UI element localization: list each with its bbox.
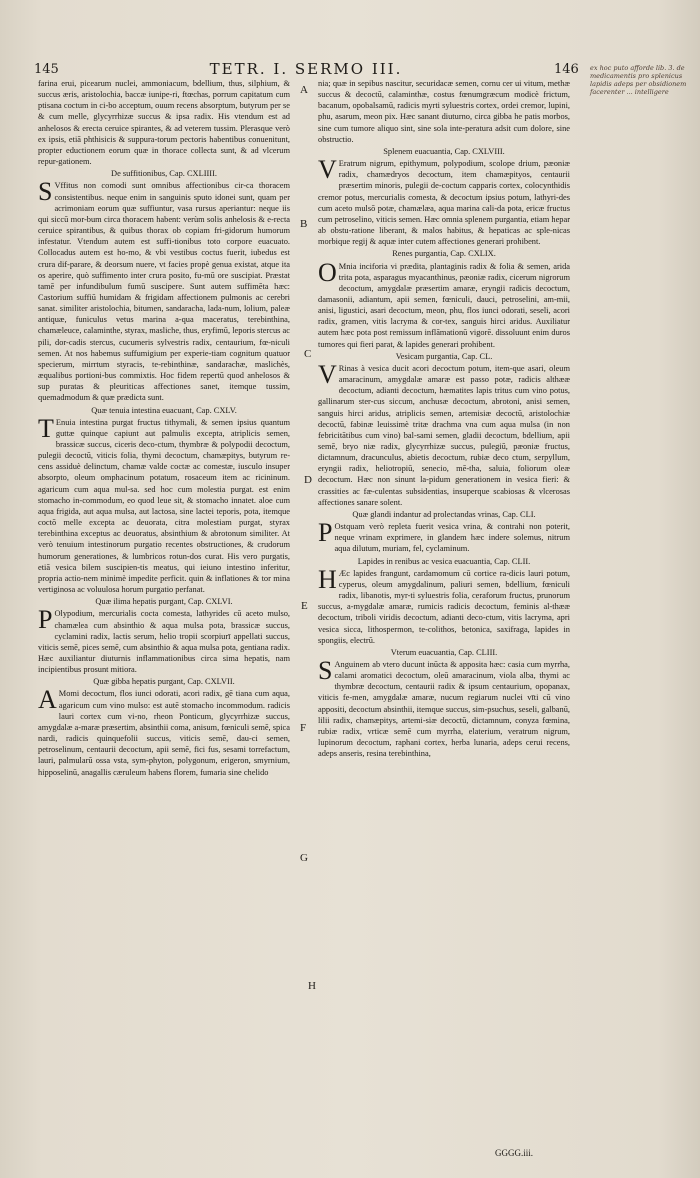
drop-cap: S — [318, 655, 333, 685]
handwritten-margin-note: ex hoc puto afforde lib. 3. de medicamentis pro splenicus lapidis adeps per obsidionem facerenter ... intelligere — [590, 64, 687, 96]
chapter-heading: Lapides in renibus ac vesica euacuantia, Cap. CLII. — [357, 556, 531, 566]
chapter-heading: Quæ ilima hepatis purgant, Cap. CXLVI. — [95, 597, 233, 607]
section-letter-e: E — [301, 600, 308, 612]
paragraph — [38, 413, 290, 596]
paragraph-text: Enuia intestina purgat fructus tithymali, & semen ipsius quantum guttæ quinque capiunt aut palmulis excepta, atriplicis semen, brassicæ succus, ciceris deco-ctum, thymbræ & polypodii decoctum, pulegii decoctū, viticis folia, thymi decoctum, chamæpitys, butyrum re-cens assiduè delinctum, chamæ valde coctæ ac comestæ, iusculo insuper absorpto, oleum omphacinum potatum, rosaceum item ac ricininum. agaricum cum aqua mul-sa. sed hoc cum molestia purgat. est enim stomacho in-commodum, eo quod leue sit, & stomacho innatet. aloe cum aqua frigida, aut aqua mulsa, aut lactosa, sine lactei teporis, pota, itemque coctō melle excepta ac deuorata, citra molestiam purgat, styrax terebinthina exceptus ac deuoratus, absinthium & abrotonum similiter. At verò tenuium intestinorum purgatio recentes obstructiones, & crudorum humorum generationes, & lumbricos rotun-dos curat. His vero purgatis, etiā vesica bilem suscipien-tis meatus, qui ieiuno intestino inferitur, propria actio-nem minimè impedite perficit. quin & inflationes & tor mina vertiginosa ac voluulosa horum purgatio perfanat. — [38, 417, 290, 595]
paragraph — [318, 359, 570, 508]
paragraph-text: Anguinem ab vtero ducunt inūcta & apposita hæc: casia cum myrrha, calami aromatici decoctum, oleū amaracinum, viola alba, thymi ac thymbræ decoctum, centaurii radix & ipsum centaurium, opopanax, viticis fe-men, amygdalæ amaræ, nucum regiarum nuclei vīti cū vino appositi, decoctum absinthii, itemque succus, sim-psuchus, seseli, galbanū, lilii radix, chamæpitys, artemi-siæ decoctū, dictamnum, conyza fœmina, rubiæ radix, vrticæ semē cum myrrha, elaterium, veratrum nigrum, lupinorum decoctum, raphani cortex, herba lunaria, adeps cerui recens, adeps anseris, resina terebinthina, — [318, 659, 570, 759]
drop-cap: V — [318, 155, 337, 185]
paragraph — [318, 257, 570, 350]
drop-cap: P — [318, 518, 333, 548]
paragraph-text: Ostquam verò repleta fuerit vesica vrina, & contrahi non poterit, neque vrinam exprimere, in glandem hæc indere solemus, nitrum aqua dilutum, muriam, fel, cyclaminum. — [334, 522, 570, 554]
chapter-heading: Renes purgantia, Cap. CXLIX. — [392, 249, 496, 259]
drop-cap: A — [38, 685, 57, 715]
section-letter-b: B — [300, 218, 308, 230]
section-letter-g: G — [300, 852, 308, 864]
drop-cap: T — [38, 413, 54, 443]
section-letter-a: A — [300, 84, 308, 96]
paragraph-text: Eratrum nigrum, epithymum, polypodium, scolope drium, pæoniæ radix, chamædryos decoctum, item chamæpityos, centaurii præsertim minoris, pulegii de-coctum capparis cortex, colocynthidis cremor potus, mercurialis comesta, & decoctum ipsius potum, lathyri-des cum aceto mulsō potæ, chamælæa, aqua marina cali-da pota, ericæ fructus cum petroselino, viticis semen. Hæc omnia splenem purgantia, etiam hepar ab obstu-ratione liberant, & malos habitus, & hepaticas ac sple-nicas morbique regij & aquæ inter cutem affectiones generari prohibent. — [318, 159, 570, 247]
paragraph — [318, 655, 570, 759]
paragraph: farina erui, picearum nuclei, ammoniacum, bdellium, thus, silphium, & succus æris, aristolochia, baccæ iunipe-ri, ftœchas, porrum capitatum cum ptisana coctum in ci-bo acceptum, ouum recens absorptum, butyrum per se & cum melle, glycyrrhizæ succus & ipsa radix. His vtendum est ad anhelosos & erecta ceruice spirantes, & ad veterem tussim. Plerasque verò ex ipsis, etiā phthisicis & suppura-torum pectoris habentibus conuenitunt, propter eductionem eorum quæ in thorace collecta sunt, & ad vlcerum repur-gationem. — [38, 79, 290, 167]
running-head: TETR. I. SERMO III. — [209, 60, 403, 78]
paragraph-text: Rinas à vesica ducit acori decoctum potum, item-que asari, oleum amaracinum, amygdalæ amaræ est passo potæ, radicis althææ decoctum, adianti decoctum, hæmatites lapis tritus cum vino potus, gallinarum ster-cus siccum, anchusæ decoctum, abrotoni, anisi semen, sanguis hirci aridus, atriplicis semen, artemisiæ decoctū, aristolochiæ decoctū, fabinæ leuissimè tritæ drachma vna cum aqua mulsa (in non febricitātibus cum vino) bal-sami semen, gladii decoctum, bdellium, apii semē, bryo niæ radix, glycyrrhizæ succus, pulegiū, pæoniæ fructus, dictamnum, dracunculus, abietis decoctum, rubiæ deco ctum, serpyllum, eryngii radix, heliotropiū, senecio, mē-tha, saluia, foliorum oleæ decoctum. Hæc non sinunt la-pidum generationem in vesica fieri: & crassities ac fæ-culentas subsidentias, insuperque scabiosas & vlcerosas affectiones sanare solent. — [318, 363, 570, 507]
chapter-heading: Splenem euacuantia, Cap. CXLVIII. — [383, 146, 505, 156]
chapter-heading: Quæ gibba hepatis purgant, Cap. CXLVII. — [93, 677, 235, 687]
page-number-right: 146 — [554, 62, 579, 77]
chapter-heading: Vterum euacuantia, Cap. CLIII. — [390, 647, 498, 657]
paragraph-text: Momi decoctum, flos iunci odorati, acori radix, gē tiana cum aqua, agaricum cum vino mulso: est autē stomacho incommodum. radicis lauri cortex cum vi-no, rheon Ponticum, glycyrrhizæ succus, amygdalæ a-maræ præsertim, absinthii coma, anisum, fœniculi semē, spica nardi, radicis quinquefolii succus, viticis semē, dau-ci semen, petroselinum, centaurii decoctum, apii semē, fici fus, sesami torrefactum, lauri, palmularū ossa vsta, sym-phyton, polygonum, erigeron, smyrnium, hipposelinū, anagallis cæruleum habens florem, fumaria sine chelido — [38, 689, 290, 777]
paragraph — [318, 564, 570, 646]
paragraph — [38, 685, 290, 777]
drop-cap: S — [38, 177, 53, 207]
chapter-heading: De suffitionibus, Cap. CXLIIII. — [111, 169, 217, 179]
paragraph-text: Mnia inciforia vi prædita, plantaginis radix & folia & semen, arida trita pota, asparagus myacanthinus, pæoniæ radix, cicerum nigrorum decoctum, amygdalæ præsertim amaræ, eryngii radicis decoctum, damasonii, adiantum, apii semen, fœniculi, dauci, petroselini, am-mii, anisi, ligustici, asari decoctum, meon, phu, flos iunci odorati, seseli, acori radix, gramen, vitis lacryma & cor-tex, sanguis hirci aridus. Auxiliatur autem hæc pota post remissum inflāmationū vigorē. dissoluunt enim duros tumores qui fieri parat, & lapides generari prohibent. — [318, 261, 570, 349]
paragraph — [318, 155, 570, 247]
paragraph-text: Olypodium, mercurialis cocta comesta, lathyrides cū aceto mulso, chamælea cum absinthio & aqua mulsa pota, brassicæ succus, cyclamini radix, lactis serum, helio tropii scorpiurī appellati succus, viticis semē, pices semē, cum absinthio & aqua mulsa pota, gentiana radix. Hæc auxiliantur diuturnis inflammationibus circa sima hepatis, nam incipientibus prosunt mitiora. — [38, 609, 290, 675]
paragraph-text: Æc lapides frangunt, cardamomum cū cortice ra-dicis lauri potum, cyperus, oleum amygdalinum, paliuri semen, bdellium, fœniculi radix, libanotis, myr-ti syluestris folia, ceraforum fructus, prunorum succus, a-mygdalæ amaræ, rumicis radicis decoctum, feminis al-thææ decoctum, triboli viridis decoctum, adianti deco-ctum, vitis lacryma, apri vesica sicca, lithospermon, te-colithos, betonica, saxifraga, lapides in spongiis, electrū. — [318, 568, 570, 645]
page-number-left: 145 — [34, 62, 59, 77]
drop-cap: V — [318, 359, 337, 389]
paragraph — [38, 605, 290, 675]
paragraph: nia; quæ in sepibus nascitur, securidacæ semen, cornu cer ui vitum, methæ succus & decoctū, calaminthæ, costus fœnumgræcum modicè frictum, bacanum, opobalsamū, radicis myrti syluestris cortex, ordei cremor, lupini, phu, asarum, meon pix. Hæc sanant diuturno, circa gibba he patis morbos, sine cum tumore aliquo sint, sine sola inte-peratura adsit cum dolore, sine obstructio. — [318, 79, 570, 144]
drop-cap: O — [318, 257, 337, 287]
section-letter-c: C — [304, 348, 312, 360]
drop-cap: H — [318, 564, 337, 594]
drop-cap: P — [38, 605, 53, 635]
chapter-heading: Quæ glandi indantur ad prolectandas vrinas, Cap. CLI. — [352, 509, 536, 519]
chapter-heading: Vesicam purgantia, Cap. CL. — [395, 351, 493, 361]
right-column — [318, 78, 570, 759]
left-column — [38, 78, 290, 778]
chapter-heading: Quæ tenuia intestina euacuant, Cap. CXLV. — [91, 405, 237, 415]
section-letter-f: F — [300, 722, 307, 734]
paragraph — [318, 518, 570, 554]
section-letter-h: H — [308, 980, 316, 992]
paragraph-text: Vffitus non comodi sunt omnibus affectionibus cir-ca thoracem consistentibus. neque enim in sanguinis sputo idonei sunt, quam per acrimoniam eorum quæ suffiuntur, vasa rursus aperiantur: neque iis qui siccū mor-bum circa thoracem habent: verùm solis anhelosis & e-recta ceruice spirantibus, & quibus thorax ob copiam fri-gidorum humorum infestatur. Vtendum autem est suffi-tionibus toto corpore euacuato. Collocadus autem est ho-mo, & vbi vestibus coctus fuerit, iubedus est crura dif-parare, & deorsum nuere, vt facies propè genua existat, atque ita os aperire, quò suffimento inter crura posito, fu-mū ore suscipiat. Præstat tamē per infundibulum fumū suscipere. Sunt autem suffimēta hæc: Castorium suffiū humidam & frigidam affectionem pulmonis ac cerebri sanat. similiter aristolochia, bitumen, sandaracha, lada-num, lolium, paleæ antiquæ, funiculus vetus marina a-qua maceratus, terebinthina, chamæleuce, calaminthe, styrax, masliche, thus, eryfimū, leporis stercus ac pili, dor-cadis stercus, cucumeris sylvestris radix, centaurium, fœ-niculi semen. At nos habemus suffumigium per experie-tiam cognitum quatuor specierum, mirrtum styracis, te-rebinthinæ, sandarachæ, maslichès, æqualibus portioni-bus commixtis. Hoc fidem repertū quod anhelosos & sup puratas & pleuriticas affectiones sanet, itemque tussim, quemadmodum & quæ prædicta sunt. — [38, 181, 290, 403]
signature-mark: GGGG.iii. — [495, 1148, 533, 1158]
paragraph — [38, 177, 290, 403]
section-letter-d: D — [304, 474, 312, 486]
